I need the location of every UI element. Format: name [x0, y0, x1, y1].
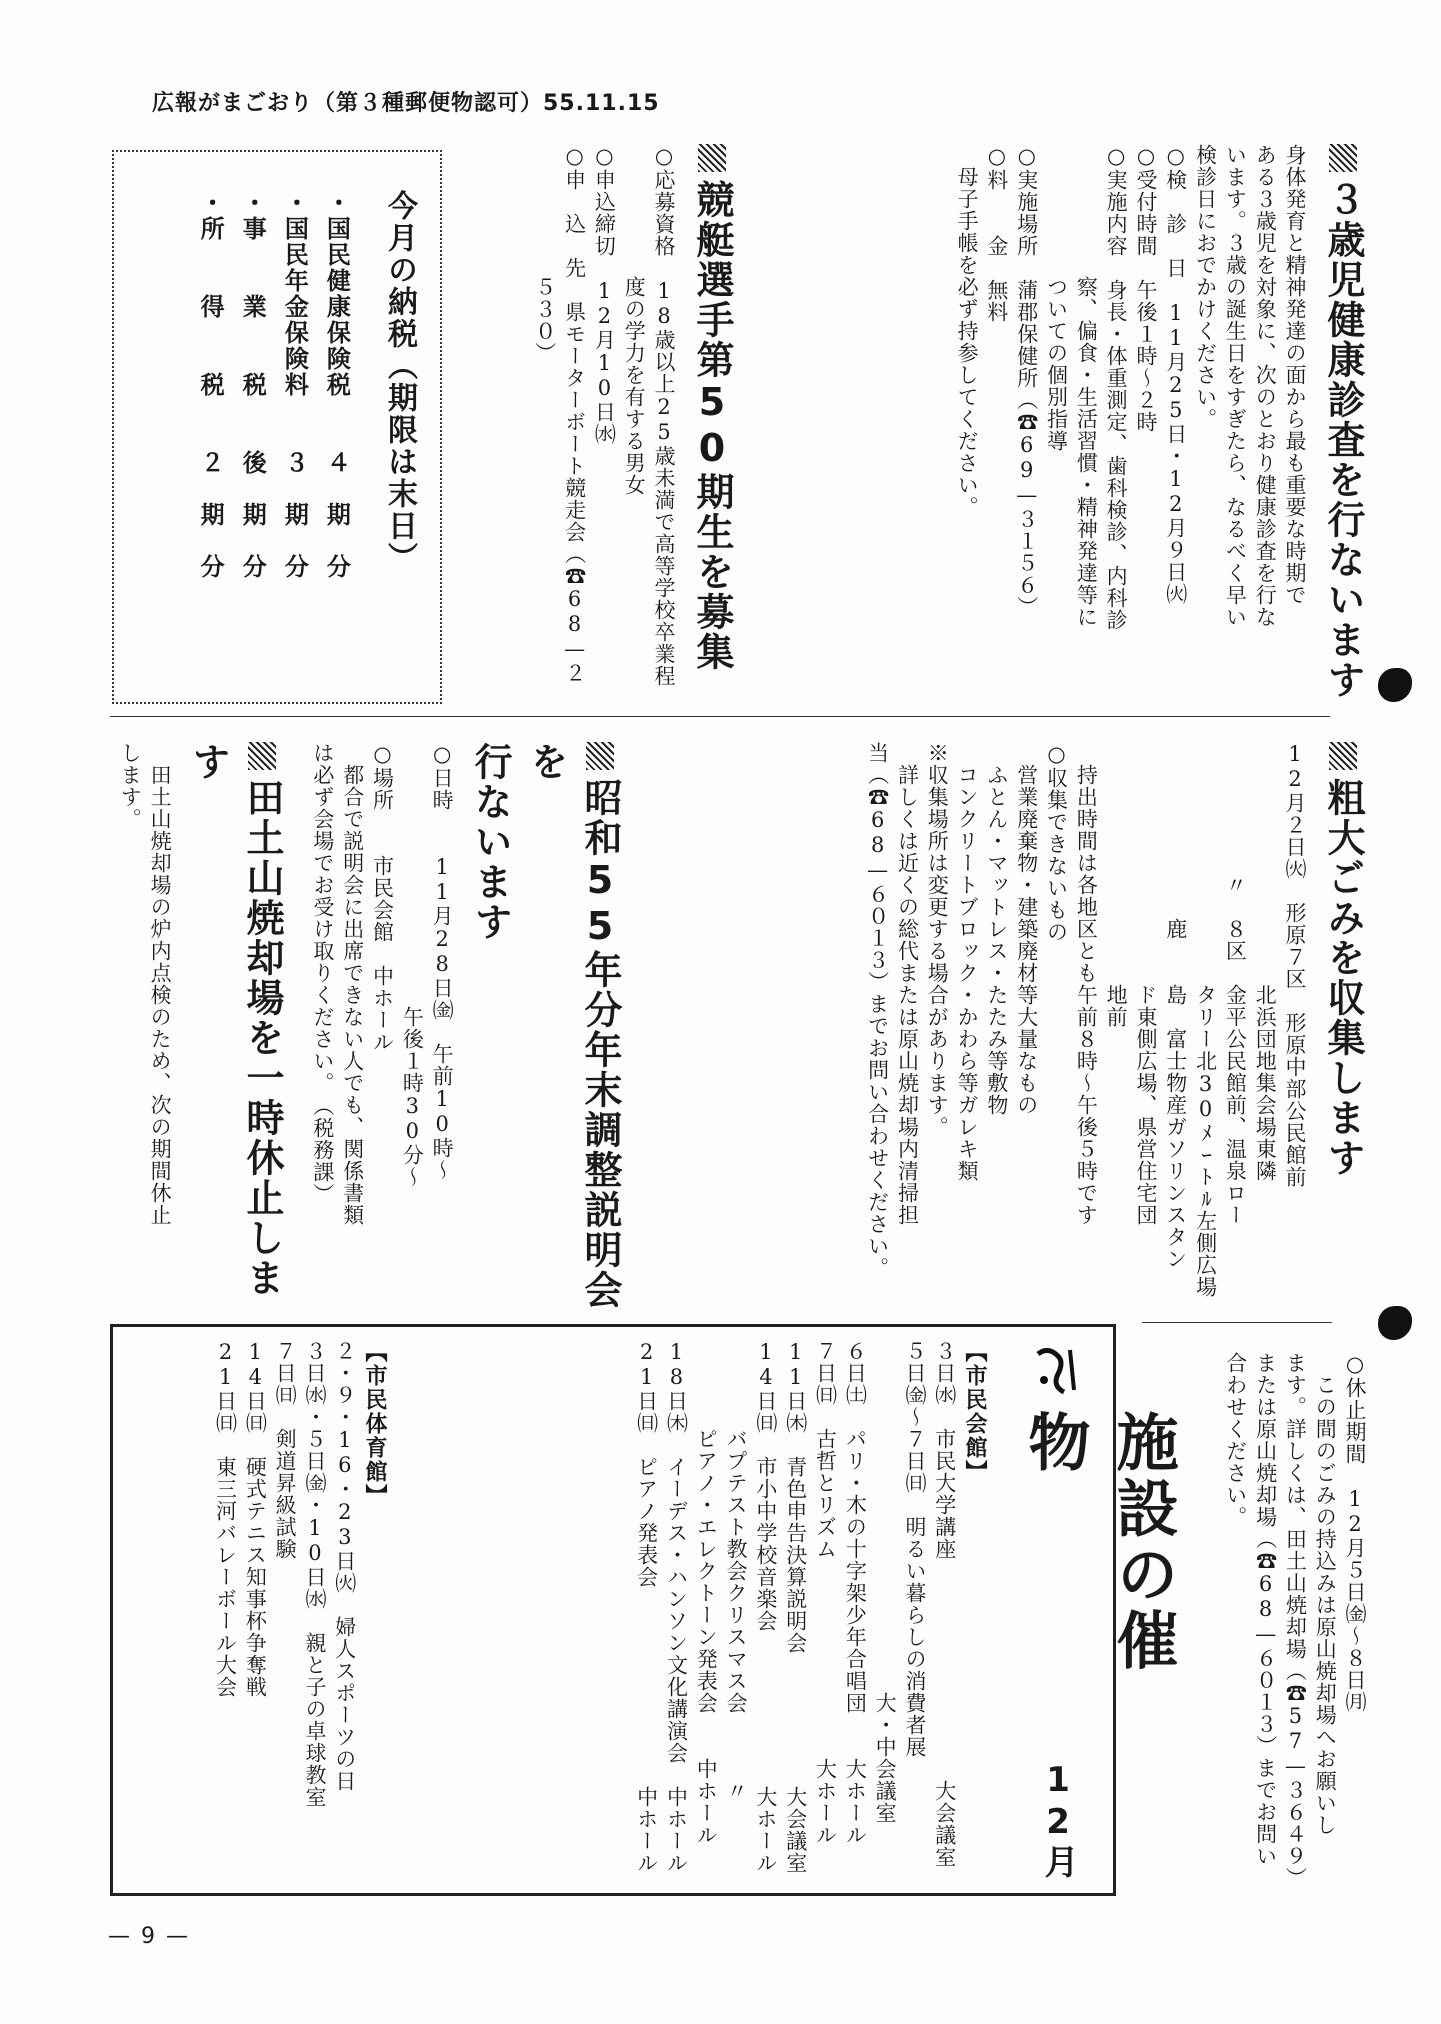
garbage-line: ふとん・マットレス・たたみ等敷物 — [984, 742, 1009, 1116]
garbage-line: 〃 ８区 金平公民館前、温泉ロー — [1223, 742, 1248, 1226]
hatch-icon — [248, 742, 276, 770]
masthead: 広報がまごおり（第３種郵便物認可）55.11.15 — [152, 91, 660, 116]
event-item: 14日㈰ 硬式テニス知事杯争奪戦 — [243, 1340, 268, 1698]
tax-title: 今月の納税（期限は末日） — [382, 190, 417, 574]
tax-meeting-line: ○場所 市民会館 中ホール — [370, 742, 395, 1053]
incinerator-line: 合わせください。 — [1223, 1352, 1248, 1528]
boat-item: ○申込締切 12月10日㈬ — [592, 144, 617, 445]
health-intro-line: 検診日におでかけください。 — [1193, 144, 1218, 430]
incinerator-section — [108, 742, 288, 1310]
page-number: — 9 — — [108, 1924, 190, 1949]
garbage-line: ○収集できないもの — [1044, 742, 1069, 943]
incinerator-line: または原山焼却場（☎68—６０１３）までお問い — [1253, 1352, 1278, 1867]
health-section — [829, 144, 1369, 700]
tax-item: ・事 業 税 後 期 分 — [238, 190, 267, 580]
hatch-icon — [1329, 742, 1357, 770]
events-title-block — [1010, 1340, 1180, 1880]
hall-header: 【市民会館】 — [962, 1340, 987, 1484]
garbage-line: ド東側広場、県営住宅団 — [1133, 742, 1158, 1226]
event-item: ５日㈮〜７日㈰ 明るい暮らしの消費者展 — [902, 1340, 927, 1758]
boat-item: 度の学力を有する男女 — [622, 144, 647, 496]
garbage-section — [729, 742, 1369, 1310]
event-item: ３日㈬・５日㈮・10日㈬ 親と子の卓球教室 — [302, 1340, 327, 1808]
garbage-line: 北浜団地集会場東隣 — [1253, 742, 1278, 1182]
health-intro-line: 身体発育と精神発達の面から最も重要な時期で — [1283, 144, 1308, 606]
event-item: ６日㈯ パリ・木の十字架少年合唱団 大ホール — [843, 1340, 868, 1846]
tax-meeting-title-2: 行ないます — [468, 742, 513, 942]
event-item: ピアノ・エレクトーン発表会 中ホール — [694, 1340, 719, 1846]
event-item: 21日㈰ 東三河バレーボール大会 — [213, 1340, 238, 1698]
event-item: ７日㈰ 剣道昇級試験 — [273, 1340, 298, 1560]
event-item: 21日㈰ ピアノ発表会 中ホール — [634, 1340, 659, 1874]
event-item: ３日㈬ 市民大学講座 大会議室 — [932, 1340, 957, 1868]
incinerator-line: します。 — [118, 742, 143, 830]
gym-header: 【市民体育館】 — [362, 1340, 387, 1508]
garbage-line: コンクリートブロック・かわら等ガレキ類 — [955, 742, 980, 1182]
tax-meeting-line: 午後１時30分〜 — [400, 742, 425, 1188]
tax-meeting-line: は必ず会場でお受け取りください。 （税務課） — [310, 742, 335, 1205]
ink-blot — [1378, 1306, 1412, 1340]
garbage-title: 粗大ごみを収集します — [1321, 778, 1365, 1178]
event-item: ７日㈰ 古哲とリズム 大ホール — [813, 1340, 838, 1846]
incinerator-line: 田土山焼却場の炉内点検のため、次の期間休止 — [148, 742, 173, 1226]
boat-item: ５３０） — [532, 144, 557, 364]
hatch-icon — [1329, 144, 1357, 172]
health-title: ３歳児健康診査を行ないます — [1321, 180, 1365, 700]
events-hall — [400, 1340, 990, 1876]
event-item: 14日㈰ 市小中学校音楽会 大ホール — [753, 1340, 778, 1874]
events-gym — [130, 1340, 390, 1876]
brush-ornament-icon — [1028, 1340, 1088, 1400]
events-title: 施設の催物 — [1018, 1410, 1180, 1674]
boat-section — [468, 144, 738, 700]
tax-section — [130, 190, 420, 680]
health-item: ○実施内容 身長・体重測定、歯科検診、内科診 — [1104, 144, 1129, 631]
health-item: ○受付時間 午後１時〜２時 — [1133, 144, 1158, 433]
event-item: 18日㈭ イーデス・ハンソン文化講演会 中ホール — [664, 1340, 689, 1874]
event-item: 大・中会議室 — [873, 1340, 898, 1824]
health-intro-line: ある３歳児を対象に、次のとおり健康診査を行な — [1253, 144, 1278, 628]
health-item: 母子手帳を必ず持参してください。 — [955, 144, 980, 518]
incinerator-title: 田土山焼却場を一時休止します — [186, 742, 284, 1298]
health-item: ○料 金 無料 — [984, 144, 1009, 323]
tax-item: ・国民健康保険税 ４ 期 分 — [322, 190, 351, 580]
hatch-icon — [698, 144, 726, 172]
boat-title: 競艇選手第50期生を募集 — [690, 180, 734, 672]
boat-item: ○申 込 先 県モーターボート競走会（☎68—２ — [562, 144, 587, 684]
mid-right-divider — [1142, 1322, 1332, 1323]
tax-item: ・所 得 税 ２ 期 分 — [196, 190, 225, 580]
health-intro-line: います。３歳の誕生日をすぎたら、なるべく早い — [1223, 144, 1248, 628]
health-item: ○検 診 日 11月25日・12月９日㈫ — [1163, 144, 1188, 605]
tax-item: ・国民年金保険料 ３ 期 分 — [280, 190, 309, 580]
event-item: 11日㈭ 青色申告決算説明会 大会議室 — [783, 1340, 808, 1874]
garbage-line: 持出時間は各地区とも午前８時〜午後５時です — [1074, 742, 1099, 1226]
events-month: 12月 — [1038, 1760, 1079, 1880]
garbage-line: 鹿 島 富士物産ガソリンスタン — [1163, 742, 1188, 1270]
incinerator-line: ○休止期間 12月５日㈮〜８日㈪ — [1343, 1352, 1367, 1713]
garbage-line: 詳しくは近くの総代または原山焼却場内清掃担 — [895, 742, 920, 1226]
tax-meeting-line: 都合で説明会に出席できない人でも、関係書類 — [340, 742, 365, 1226]
incinerator-line: ます。詳しくは、田土山焼却場（☎57—３６４９） — [1283, 1352, 1308, 1889]
incinerator-line: この間のごみの持込みは原山焼却場へお願いし — [1313, 1352, 1338, 1836]
ink-blot — [1378, 668, 1412, 702]
garbage-line: 地前 — [1104, 742, 1129, 1028]
boat-item: ○応募資格 18歳以上25歳未満で高等学校卒業程 — [652, 144, 677, 687]
hatch-icon — [586, 742, 614, 770]
garbage-line: 当（☎68—６０１３）までお問い合わせください。 — [865, 742, 890, 1279]
tax-meeting-line: ○日時 11月28日㈮ 午前10時〜 — [430, 742, 455, 1181]
health-item: ついての個別指導 — [1044, 144, 1069, 452]
tax-meeting-section — [296, 742, 626, 1310]
health-item: 察、偏食・生活習慣・精神発達等に — [1074, 144, 1099, 628]
tax-meeting-title: 昭和55年分年末調整説明会を — [524, 742, 622, 1310]
event-item: ２・９・16・23日㈫ 婦人スポーツの日 — [332, 1340, 357, 1792]
garbage-line: 営業廃棄物・建築廃材等大量なもの — [1014, 742, 1039, 1116]
event-item: バプテスト教会クリスマス会 〃 — [724, 1340, 749, 1802]
health-item: ○実施場所 蒲郡保健所（☎69—３１５６） — [1014, 144, 1039, 618]
garbage-line: 12月２日㈫ 形原７区 形原中部公民館前 — [1283, 742, 1308, 1188]
top-divider — [110, 716, 1330, 717]
garbage-line: タリー北30ﾒｰﾄﾙ左側広場 — [1193, 742, 1218, 1298]
garbage-line: ※収集場所は変更する場合があります。 — [925, 742, 950, 1138]
